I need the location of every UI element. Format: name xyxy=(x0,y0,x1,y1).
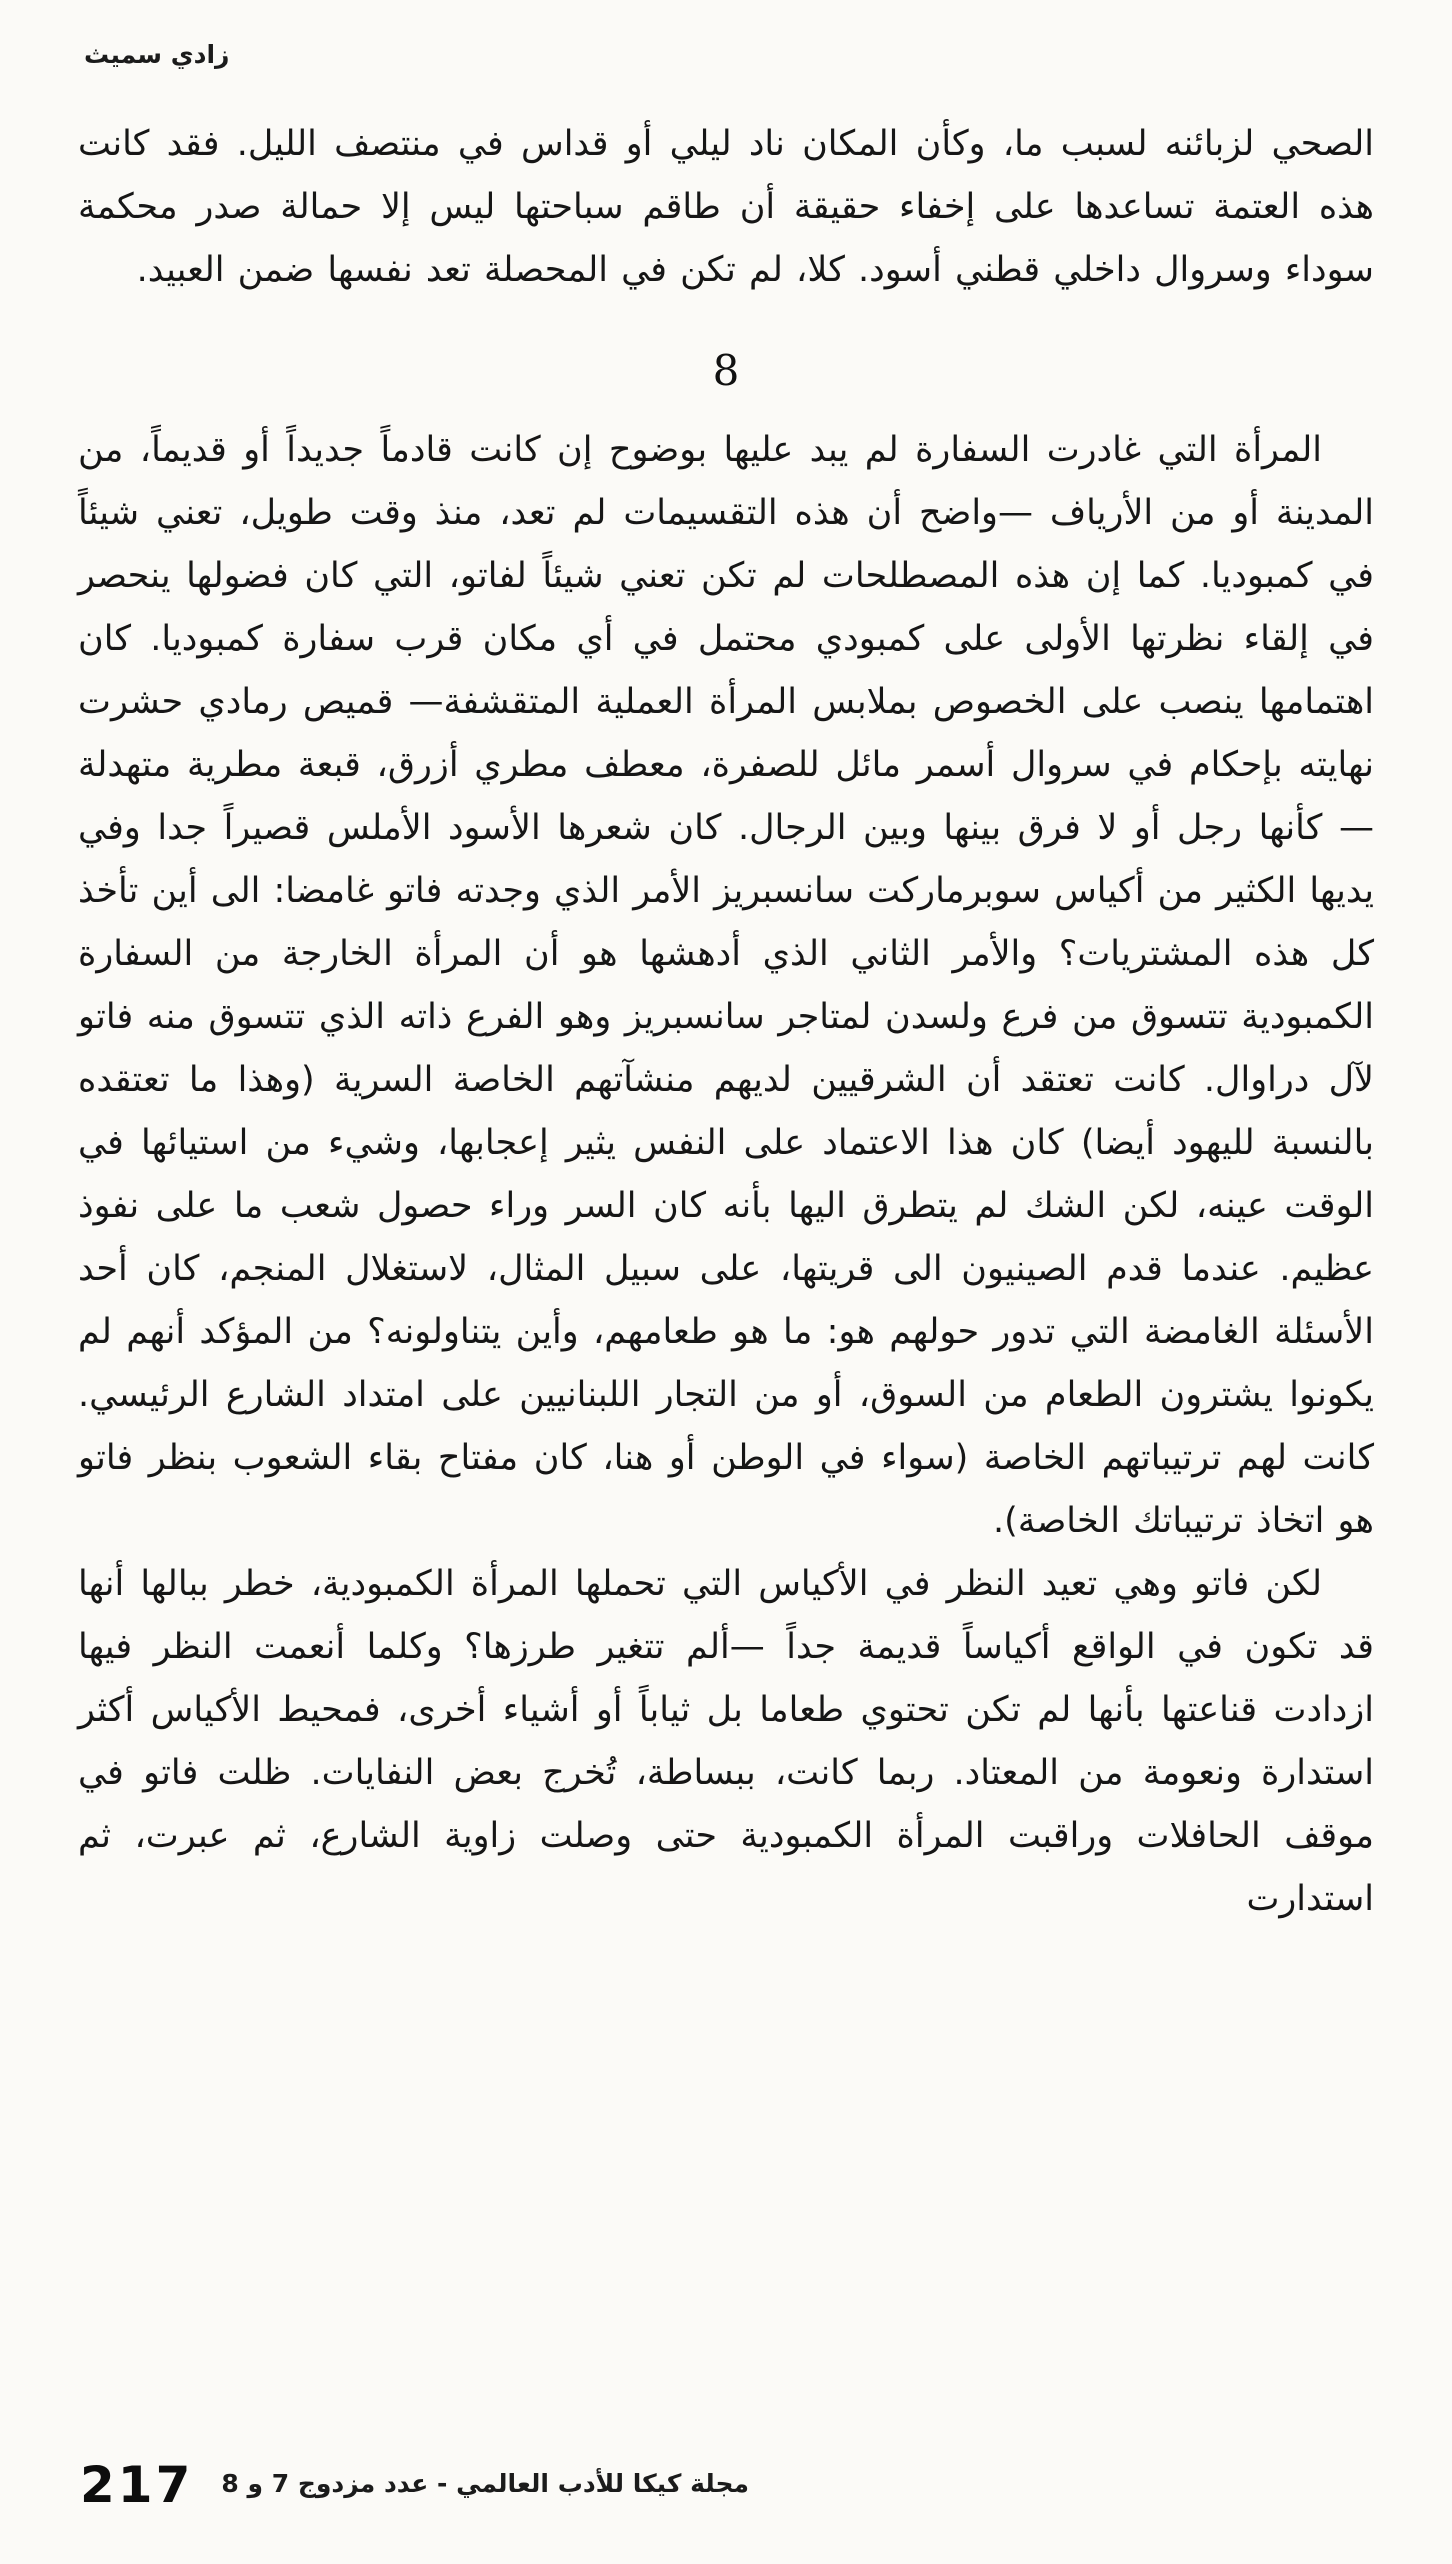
journal-title: مجلة كيكا للأدب العالمي - عدد مزدوج 7 و 8 xyxy=(221,2468,749,2498)
author-name: زادي سميث xyxy=(84,40,230,69)
section-number: 8 xyxy=(712,346,740,395)
page-footer xyxy=(80,2456,749,2514)
paragraph-main: المرأة التي غادرت السفارة لم يبد عليها بوضوح إن كانت قادماً جديداً أو قديماً، من المدينة أو من الأرياف —واضح أن هذه التقسيمات لم تعد، منذ وقت طويل، تعني شيئاً في كمبوديا. كما إن هذه المصطلحات لم تكن تعني شيئاً لفاتو، التي كان فضولها ينحصر في إلقاء نظرتها الأولى على كمبودي محتمل في أي مكان قرب سفارة كمبوديا. كان اهتمامها ينصب على الخصوص بملابس المرأة العملية المتقشفة— قميص رمادي حشرت نهايته بإحكام في سروال أسمر مائل للصفرة، معطف مطري أزرق، قبعة مطرية متهدلة— كأنها رجل أو لا فرق بينها وبين الرجال. كان شعرها الأسود الأملس قصيراً جدا وفي يديها الكثير من أكياس سوبرماركت سانسبريز الأمر الذي وجدته فاتو غامضا: الى أين تأخذ كل هذه المشتريات؟ والأمر الثاني الذي أدهشها هو أن المرأة الخارجة من السفارة الكمبودية تتسوق من فرع ولسدن لمتاجر سانسبريز وهو الفرع ذاته الذي تتسوق منه فاتو لآل دراوال. كانت تعتقد أن الشرقيين لديهم منشآتهم الخاصة السرية (وهذا ما تعتقده بالنسبة لليهود أيضا) كان هذا الاعتماد على النفس يثير إعجابها، وشيء من استيائها في الوقت عينه، لكن الشك لم يتطرق اليها بأنه كان السر وراء حصول شعب ما على نفوذ عظيم. عندما قدم الصينيون الى قريتها، على سبيل المثال، لاستغلال المنجم، كان أحد الأسئلة الغامضة التي تدور حولهم هو: ما هو طعامهم، وأين يتناولونه؟ من المؤكد أنهم لم يكونوا يشترون الطعام من السوق، أو من التجار اللبنانيين على امتداد الشارع الرئيسي. كانت لهم ترتيباتهم الخاصة (سواء في الوطن أو هنا، كان مفتاح بقاء الشعوب بنظر فاتو هو اتخاذ ترتيباتك الخاصة). xyxy=(78,430,1374,1541)
page-content xyxy=(78,40,1374,1931)
paragraph-continuation: الصحي لزبائنه لسبب ما، وكأن المكان ناد ليلي أو قداس في منتصف الليل. فقد كانت هذه العتمة تساعدها على إخفاء حقيقة أن طاقم سباحتها ليس إلا حمالة صدر محكمة سوداء وسروال داخلي قطني أسود. كلا، لم تكن في المحصلة تعد نفسها ضمن العبيد. xyxy=(78,124,1374,290)
paragraph-closing: لكن فاتو وهي تعيد النظر في الأكياس التي تحملها المرأة الكمبودية، خطر ببالها أنها قد تكون في الواقع أكياساً قديمة جداً —ألم تتغير طرزها؟ وكلما أنعمت النظر فيها ازدادت قناعتها بأنها لم تكن تحتوي طعاما بل ثياباً أو أشياء أخرى، فمحيط الأكياس أكثر استدارة ونعومة من المعتاد. ربما كانت، ببساطة، تُخرج بعض النفايات. ظلت فاتو في موقف الحافلات وراقبت المرأة الكمبودية حتى وصلت زاوية الشارع، ثم عبرت، ثم استدارت xyxy=(78,1564,1374,1919)
page-number: 217 xyxy=(80,2456,194,2514)
